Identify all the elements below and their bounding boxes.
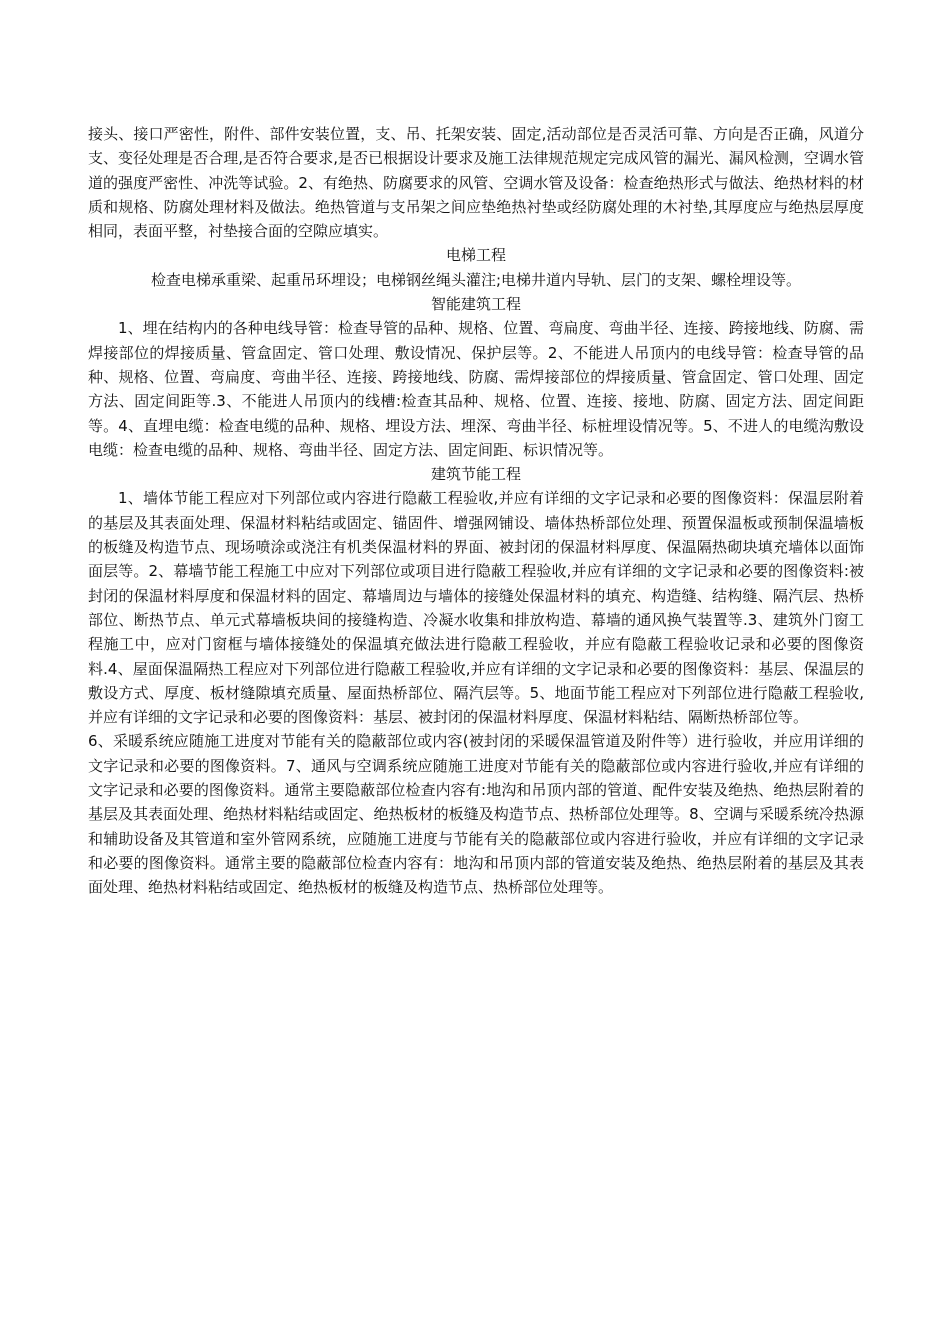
heading-energy-saving: 建筑节能工程 xyxy=(430,465,521,484)
paragraph-energy-saving-1: 1、墙体节能工程应对下列部位或内容进行隐蔽工程验收,并应有详细的文字记录和必要的图像资料：保温层附着的基层及其表面处理、保温材料粘结或固定、锚固件、增强网铺设、墙体热桥部位处理、预置保温板或预制保温墙板的板缝及构造节点、现场喷涂或浇注有机类保温材料的界面、被封闭的保温材料厚度、保温隔热砌块填充墙体以面饰面层等。2、幕墙节能工程施工中应对下列部位或项目进行隐蔽工程验收,并应有详细的文字记录和必要的图像资料:被封闭的保温材料厚度和保温材料的固定、幕墙周边与墙体的接缝处保温材料的填充、构造缝、结构缝、隔汽层、热桥部位、断热节点、单元式幕墙板块间的接缝构造、冷凝水收集和排放构造、幕墙的通风换气装置等.3、建筑外门窗工程施工中，应对门窗框与墙体接缝处的保温填充做法进行隐蔽工程验收，并应有隐蔽工程验收记录和必要的图像资料.4、屋面保温隔热工程应对下列部位进行隐蔽工程验收,并应有详细的文字记录和必要的图像资料：基层、保温层的敷设方式、厚度、板材缝隙填充质量、屋面热桥部位、隔汽层等。5、地面节能工程应对下列部位进行隐蔽工程验收,并应有详细的文字记录和必要的图像资料：基层、被封闭的保温材料厚度、保温材料粘结、隔断热桥部位等。 xyxy=(88,489,864,727)
paragraph-intelligent-building: 1、埋在结构内的各种电线导管：检查导管的品种、规格、位置、弯扁度、弯曲半径、连接、跨接地线、防腐、需焊接部位的焊接质量、管盒固定、管口处理、敷设情况、保护层等。2、不能进人吊顶内的电线导管：检查导管的品种、规格、位置、弯扁度、弯曲半径、连接、跨接地线、防腐、需焊接部位的焊接质量、管盒固定、管口处理、固定方法、固定间距等.3、不能进人吊顶内的线槽:检查其品种、规格、位置、连接、接地、防腐、固定方法、固定间距等。4、直埋电缆：检查电缆的品种、规格、埋设方法、埋深、弯曲半径、标桩埋设情况等。5、不进人的电缆沟敷设电缆：检查电缆的品种、规格、弯曲半径、固定方法、固定间距、标识情况等。 xyxy=(88,319,864,459)
paragraph-elevator: 检查电梯承重梁、起重吊环埋设；电梯钢丝绳头灌注;电梯井道内导轨、层门的支架、螺栓埋设等。 xyxy=(150,270,802,289)
paragraph-hvac-continuation: 接头、接口严密性，附件、部件安装位置，支、吊、托架安装、固定,活动部位是否灵活可靠、方向是否正确，风道分支、变径处理是否合理,是否符合要求,是否已根据设计要求及施工法律规范规定完成风管的漏光、漏风检测，空调水管道的强度严密性、冲洗等试验。2、有绝热、防腐要求的风管、空调水管及设备：检查绝热形式与做法、绝热材料的材质和规格、防腐处理材料及做法。绝热管道与支吊架之间应垫绝热衬垫或经防腐处理的木衬垫,其厚度应与绝热层厚度相同，表面平整，衬垫接合面的空隙应填实。 xyxy=(88,125,864,241)
document-body xyxy=(88,122,864,900)
paragraph-energy-saving-2: 6、采暖系统应随施工进度对节能有关的隐蔽部位或内容(被封闭的采暖保温管道及附件等）进行验收，并应用详细的文字记录和必要的图像资料。7、通风与空调系统应随施工进度对节能有关的隐蔽部位或内容进行验收,并应有详细的文字记录和必要的图像资料。通常主要隐蔽部位检查内容有:地沟和吊顶内部的管道、配件安装及绝热、绝热层附着的基层及其表面处理、绝热材料粘结或固定、绝热板材的板缝及构造节点、热桥部位处理等。8、空调与采暖系统冷热源和辅助设备及其管道和室外管网系统，应随施工进度与节能有关的隐蔽部位或内容进行验收，并应有详细的文字记录和必要的图像资料。通常主要的隐蔽部位检查内容有：地沟和吊顶内部的管道安装及绝热、绝热层附着的基层及其表面处理、绝热材料粘结或固定、绝热板材的板缝及构造节点、热桥部位处理等。 xyxy=(88,732,864,897)
heading-intelligent-building: 智能建筑工程 xyxy=(430,295,521,314)
heading-elevator: 电梯工程 xyxy=(445,246,506,265)
